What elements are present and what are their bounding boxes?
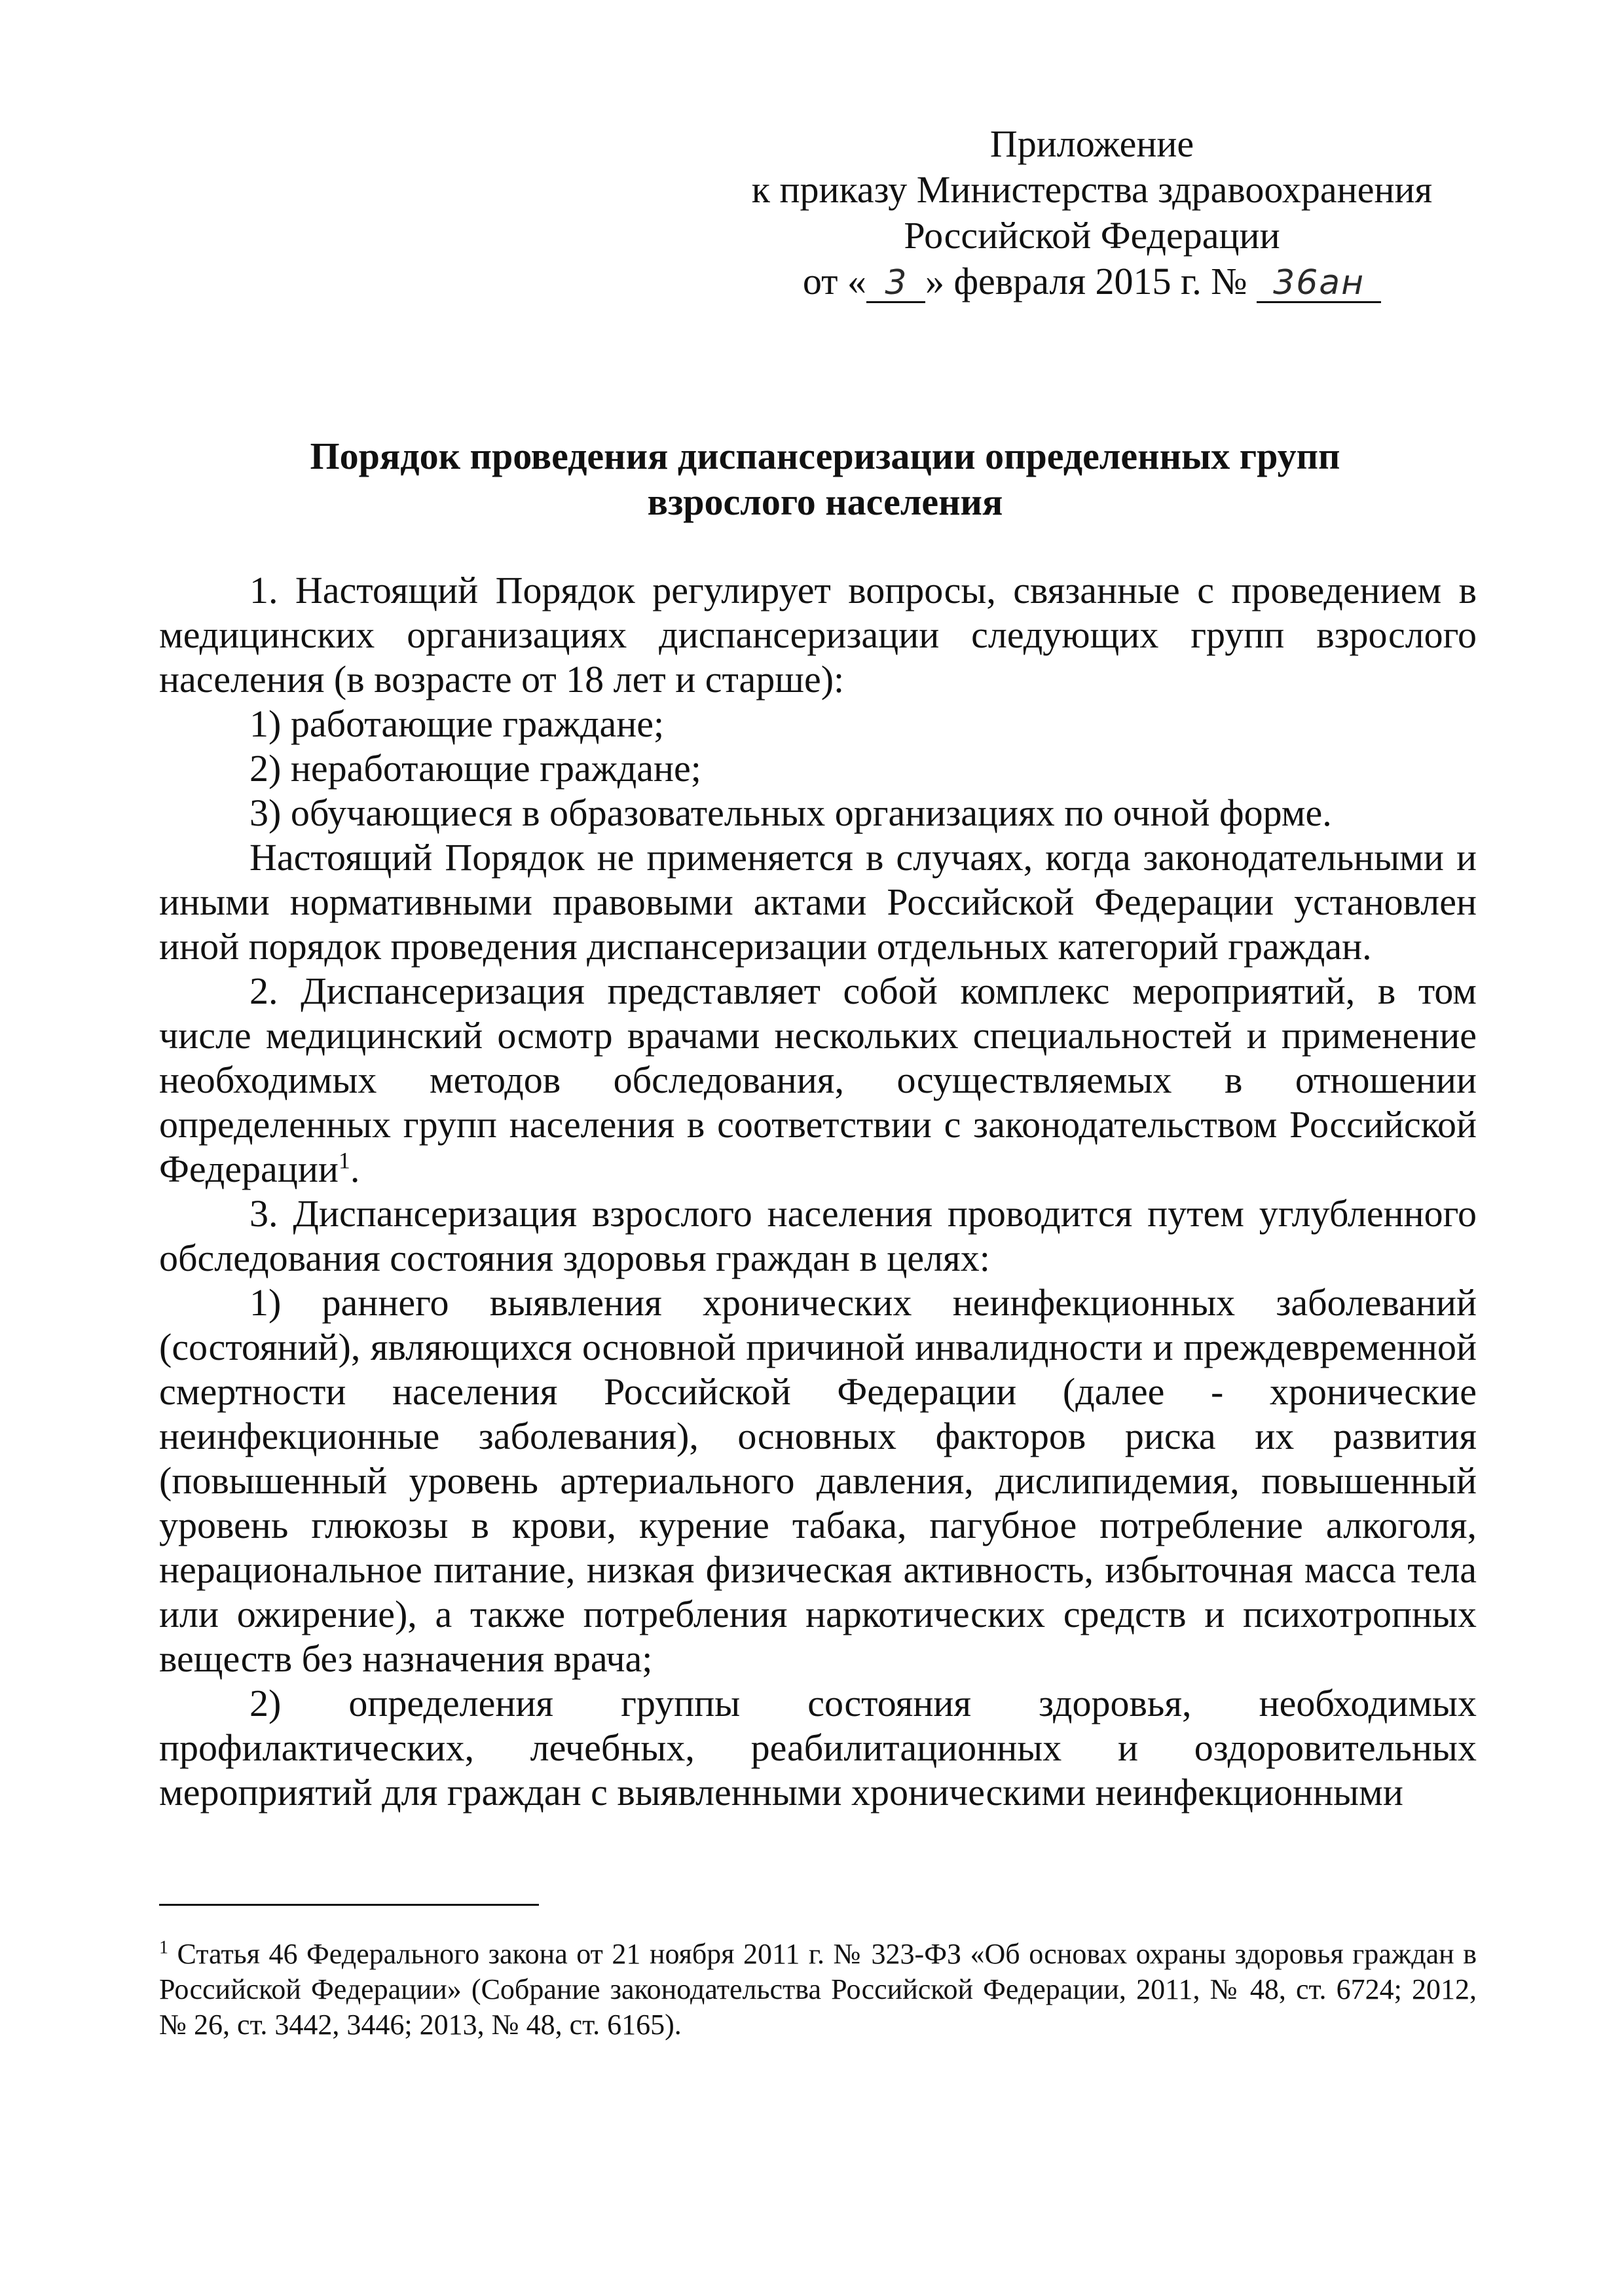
- paragraph-2-text: 2. Диспансеризация представляет собой комплекс мероприятий, в том числе медицинский осмотр врачами нескольких специальностей и применение необходимых методов обследования, осуществляемых в отношении определенных групп населения в соответствии с законодательством Российской Федерации: [159, 970, 1477, 1190]
- paragraph-2-end: .: [350, 1148, 360, 1190]
- date-middle: » февраля 2015 г. №: [925, 260, 1247, 302]
- footnote-divider: [159, 1904, 539, 1906]
- paragraph-1-note: Настоящий Порядок не применяется в случаях, когда законодательными и иными нормативными правовыми актами Российской Федерации установлен иной порядок проведения диспансеризации отдельных категорий граждан.: [159, 836, 1477, 968]
- footnote-reference: 1: [338, 1147, 350, 1174]
- paragraph-3-item-1: 1) раннего выявления хронических неинфекционных заболеваний (состояний), являющихся основной причиной инвалидности и преждевременной смертности населения Российской Федерации (далее - хронические неинфекционные заболевания), основных факторов риска их развития (повышенный уровень артериального давления, дислипидемия, повышенный уровень глюкозы в крови, курение табака, пагубное потребление алкоголя, нерациональное питание, низкая физическая активность, избыточная масса тела или ожирение), а также потребления наркотических средств и психотропных веществ без назначения врача;: [159, 1281, 1477, 1680]
- paragraph-1-item-1: 1) работающие граждане;: [249, 702, 665, 745]
- paragraph-1: 1. Настоящий Порядок регулирует вопросы, связанные с проведением в медицинских организациях диспансеризации следующих групп взрослого населения (в возрасте от 18 лет и старше):: [159, 569, 1477, 701]
- footnote: [159, 1937, 1477, 2043]
- document-body: [159, 568, 1477, 1815]
- paragraph-3: 3. Диспансеризация взрослого населения проводится путем углубленного обследования состояния здоровья граждан в целях:: [159, 1192, 1477, 1279]
- footnote-mark: 1: [159, 1937, 168, 1958]
- title-line-2: взрослого населения: [647, 481, 1003, 523]
- handwritten-order-number: 36ан: [1257, 264, 1381, 303]
- date-prefix: от «: [802, 260, 866, 302]
- paragraph-1-item-3: 3) обучающиеся в образовательных организациях по очной форме.: [249, 792, 1332, 834]
- footnote-text: Статья 46 Федерального закона от 21 ноября 2011 г. № 323-ФЗ «Об основах охраны здоровья граждан в Российской Федерации» (Собрание законодательства Российской Федерации, 2011, № 48, ст. 6724; 2012, № 26, ст. 3442, 3446; 2013, № 48, ст. 6165).: [159, 1938, 1477, 2041]
- document-title: [170, 433, 1480, 525]
- appendix-label: Приложение: [989, 122, 1194, 165]
- order-reference: к приказу Министерства здравоохранения: [751, 168, 1433, 211]
- paragraph-2: [159, 969, 1477, 1192]
- paragraph-3-item-2: 2) определения группы состояния здоровья, необходимых профилактических, лечебных, реабилитационных и оздоровительных мероприятий для граждан с выявленными хроническими неинфекционными: [159, 1682, 1477, 1813]
- title-line-1: Порядок проведения диспансеризации определенных групп: [310, 435, 1340, 477]
- appendix-header: [710, 121, 1473, 304]
- handwritten-day: 3: [866, 264, 925, 303]
- order-date-line: [710, 259, 1473, 304]
- paragraph-1-item-2: 2) неработающие граждане;: [249, 747, 701, 790]
- federation-name: Российской Федерации: [904, 214, 1280, 257]
